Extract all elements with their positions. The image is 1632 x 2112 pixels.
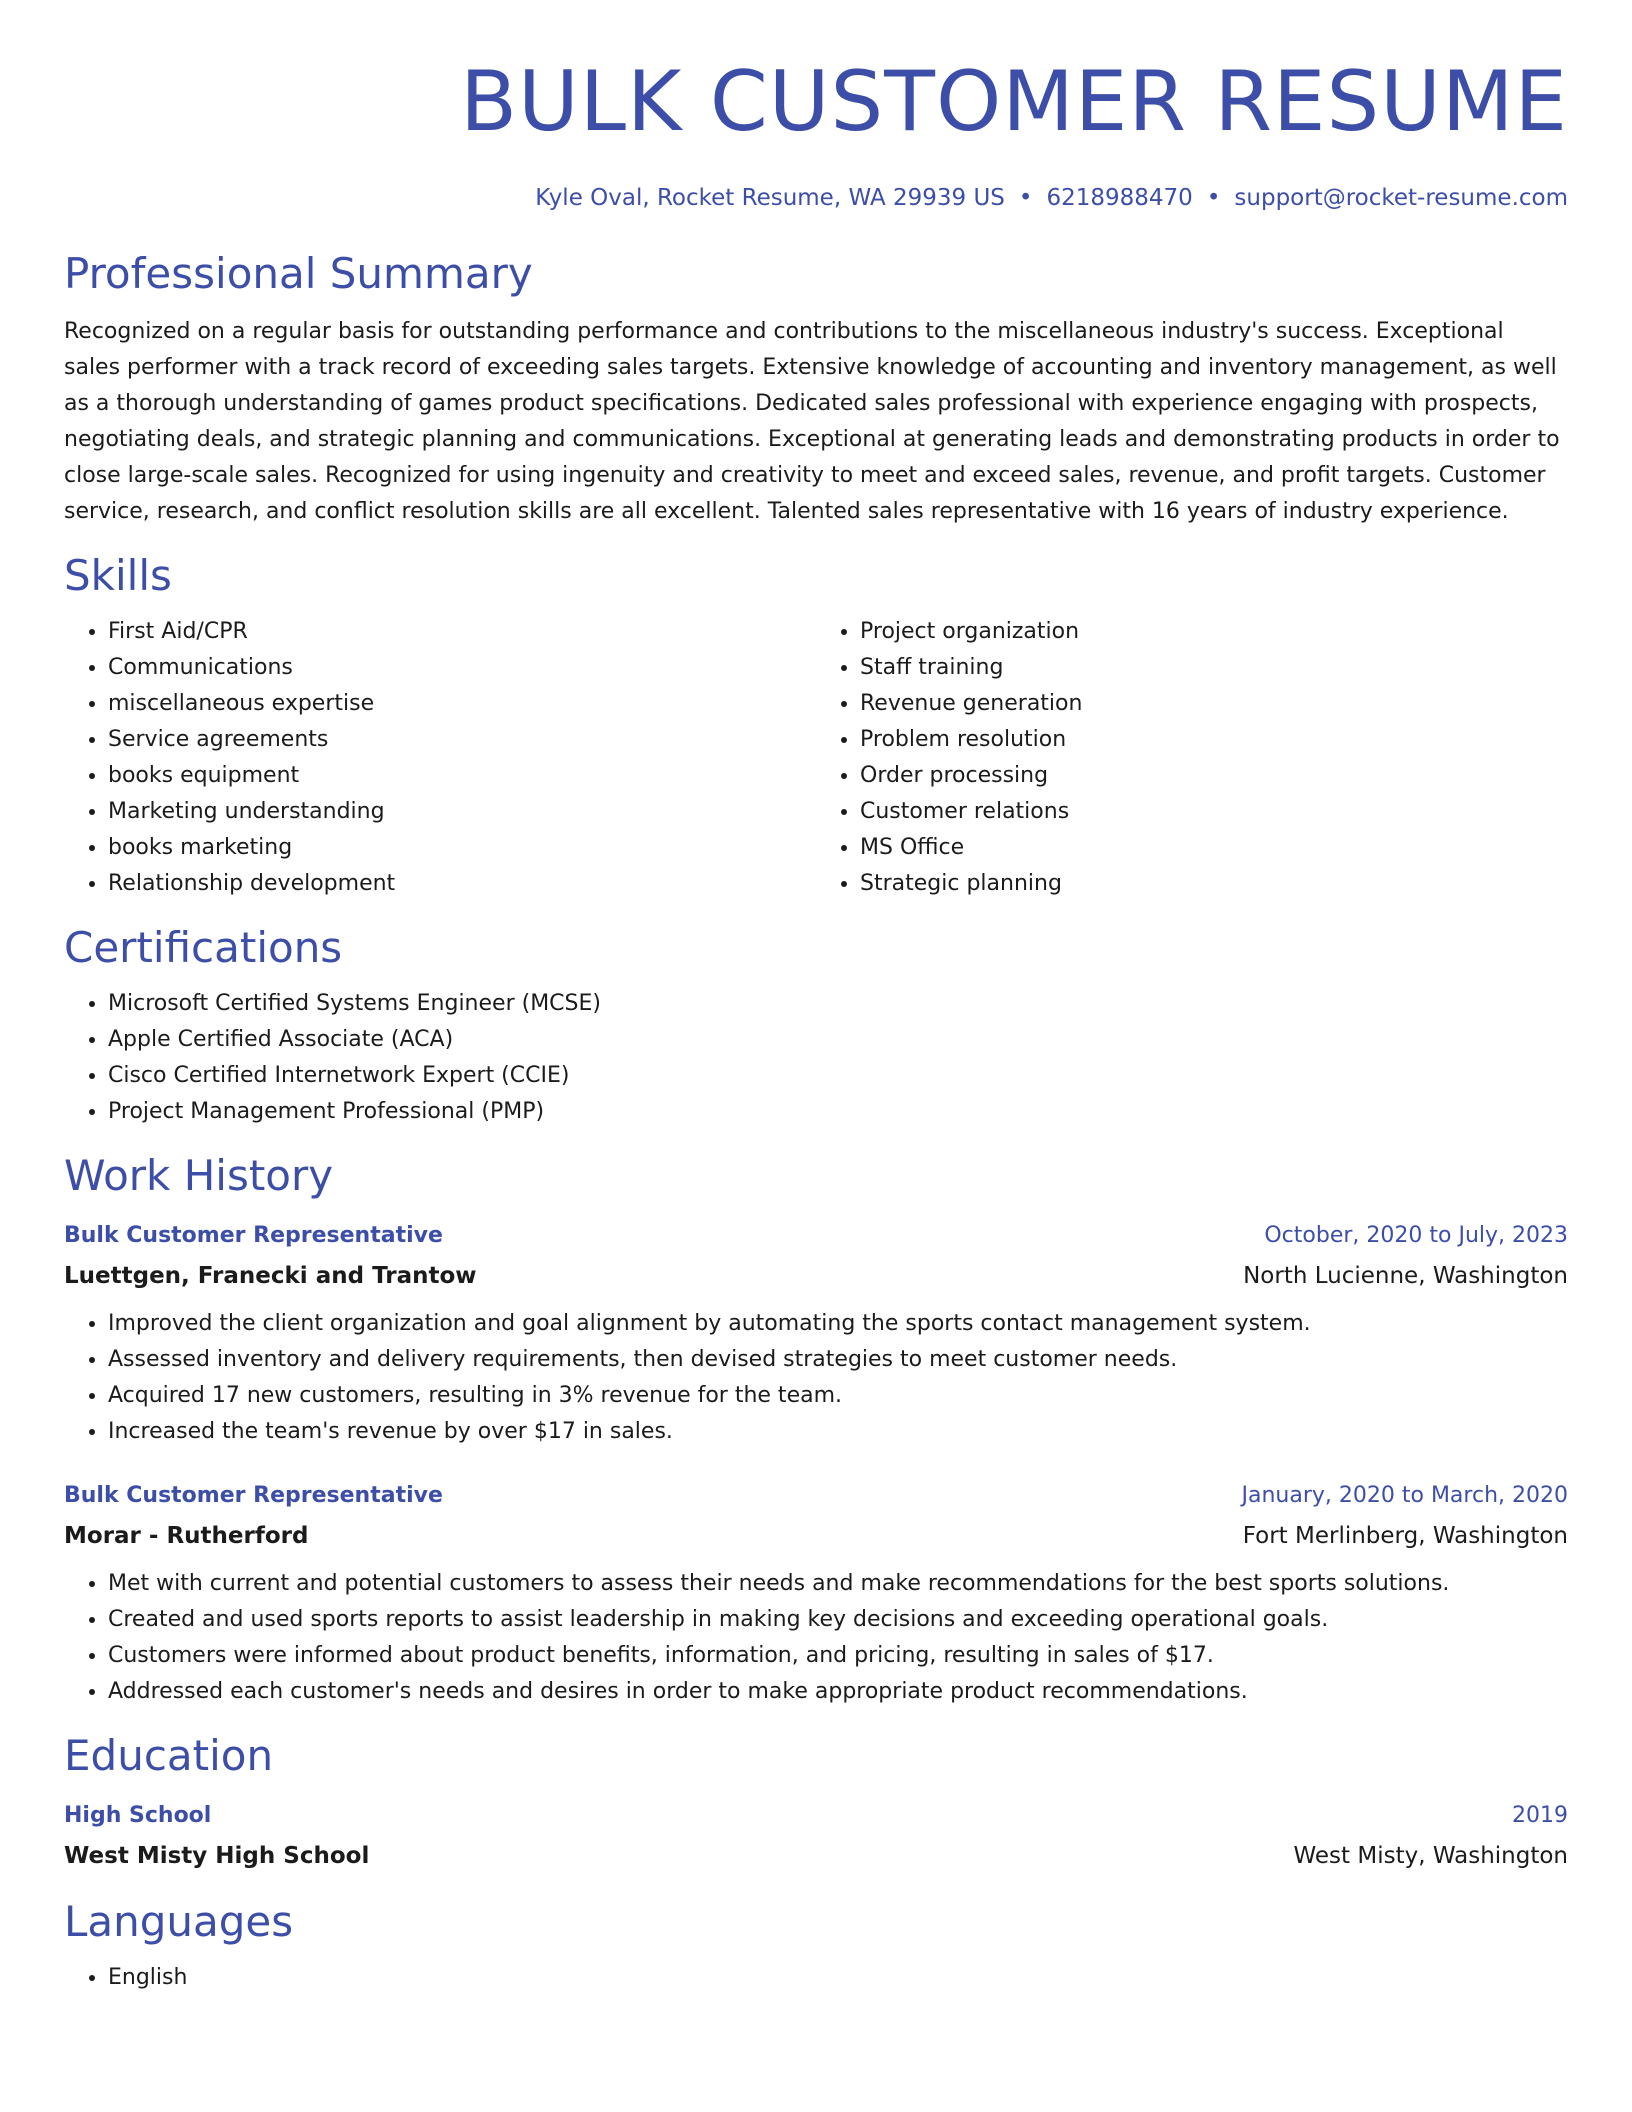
work-history-heading: Work History	[64, 1151, 334, 1200]
certifications-list	[64, 986, 1568, 1130]
job-bullet: • Increased the team's revenue by over $17 in sales.	[108, 1414, 1568, 1450]
skill-item: • Project organization	[860, 614, 1568, 650]
resume-header	[64, 0, 1568, 214]
work-history-section	[64, 1150, 1568, 1710]
contact-separator: •	[1206, 185, 1221, 211]
skill-item: • Communications	[108, 650, 816, 686]
skill-item: • Relationship development	[108, 866, 816, 902]
job-bullet: • Improved the client organization and goal alignment by automating the sports contact management system.	[108, 1306, 1568, 1342]
candidate-name: BULK CUSTOMER RESUME	[460, 53, 1568, 150]
job-bullets	[64, 1566, 1568, 1710]
skill-item: • First Aid/CPR	[108, 614, 816, 650]
education-year: 2019	[1512, 1803, 1568, 1828]
certifications-section	[64, 922, 1568, 1130]
job-bullet: • Acquired 17 new customers, resulting in 3% revenue for the team.	[108, 1378, 1568, 1414]
job-bullets	[64, 1306, 1568, 1450]
skill-item: • miscellaneous expertise	[108, 686, 816, 722]
contact-line	[64, 182, 1568, 214]
job-title: Bulk Customer Representative	[64, 1223, 443, 1248]
job-bullet: • Created and used sports reports to assist leadership in making key decisions and exceeding operational goals.	[108, 1602, 1568, 1638]
job-employer-row	[64, 1256, 1568, 1296]
certification-item: • Cisco Certified Internetwork Expert (CCIE)	[108, 1058, 1568, 1094]
skill-item: • Marketing understanding	[108, 794, 816, 830]
contact-email: support@rocket-resume.com	[1234, 185, 1568, 211]
skill-item: • Order processing	[860, 758, 1568, 794]
job-bullet: • Addressed each customer's needs and desires in order to make appropriate product recommendations.	[108, 1674, 1568, 1710]
contact-phone: 6218988470	[1046, 185, 1193, 211]
skill-item: • Problem resolution	[860, 722, 1568, 758]
skill-item: • MS Office	[860, 830, 1568, 866]
job-title-row	[64, 1216, 1568, 1256]
job-employer-row	[64, 1516, 1568, 1556]
skills-grid	[64, 602, 1568, 902]
skill-item: • Staff training	[860, 650, 1568, 686]
language-item: • English	[108, 1960, 1568, 1996]
skill-item: • books equipment	[108, 758, 816, 794]
education-location: West Misty, Washington	[1293, 1843, 1568, 1869]
job-entry	[64, 1216, 1568, 1450]
summary-heading: Professional Summary	[64, 249, 533, 298]
job-location: Fort Merlinberg, Washington	[1242, 1523, 1568, 1549]
certifications-heading: Certifications	[64, 923, 343, 972]
education-heading: Education	[64, 1731, 274, 1780]
skills-heading: Skills	[64, 551, 172, 600]
education-degree-row	[64, 1796, 1568, 1836]
skills-list-right	[816, 614, 1568, 902]
job-employer: Morar - Rutherford	[64, 1523, 309, 1549]
job-title: Bulk Customer Representative	[64, 1483, 443, 1508]
contact-address: Kyle Oval, Rocket Resume, WA 29939 US	[535, 185, 1005, 211]
job-dates: October, 2020 to July, 2023	[1264, 1223, 1568, 1248]
job-bullet: • Assessed inventory and delivery requirements, then devised strategies to meet customer needs.	[108, 1342, 1568, 1378]
languages-section	[64, 1896, 1568, 1996]
job-title-row	[64, 1476, 1568, 1516]
languages-list	[64, 1960, 1568, 1996]
job-bullet: • Met with current and potential customers to assess their needs and make recommendations for the best sports solutions.	[108, 1566, 1568, 1602]
certification-item: • Apple Certified Associate (ACA)	[108, 1022, 1568, 1058]
education-entry	[64, 1796, 1568, 1876]
skill-item: • Strategic planning	[860, 866, 1568, 902]
languages-heading: Languages	[64, 1897, 294, 1946]
skills-list-left	[64, 614, 816, 902]
education-school: West Misty High School	[64, 1843, 370, 1869]
skills-section	[64, 550, 1568, 902]
education-degree: High School	[64, 1803, 212, 1828]
skill-item: • Revenue generation	[860, 686, 1568, 722]
skill-item: • books marketing	[108, 830, 816, 866]
education-section	[64, 1730, 1568, 1876]
summary-section	[64, 248, 1568, 530]
job-bullet: • Customers were informed about product benefits, information, and pricing, resulting in sales of $17.	[108, 1638, 1568, 1674]
contact-separator: •	[1018, 185, 1033, 211]
job-dates: January, 2020 to March, 2020	[1241, 1483, 1568, 1508]
certification-item: • Project Management Professional (PMP)	[108, 1094, 1568, 1130]
job-employer: Luettgen, Franecki and Trantow	[64, 1263, 477, 1289]
education-school-row	[64, 1836, 1568, 1876]
job-location: North Lucienne, Washington	[1243, 1263, 1568, 1289]
skill-item: • Service agreements	[108, 722, 816, 758]
job-entry	[64, 1476, 1568, 1710]
skill-item: • Customer relations	[860, 794, 1568, 830]
summary-text: Recognized on a regular basis for outstanding performance and contributions to the miscellaneous industry's success. Exceptional sales performer with a track record of exceeding sales targets. Extensive knowledge of accounting and inventory management, as well as a thorough understanding of games product specifications. Dedicated sales professional with experience engaging with prospects, negotiating deals, and strategic planning and communications. Exceptional at generating leads and demonstrating products in order to close large-scale sales. Recognized for using ingenuity and creativity to meet and exceed sales, revenue, and profit targets. Customer service, research, and conflict resolution skills are all excellent. Talented sales representative with 16 years of industry experience.	[64, 319, 1560, 524]
certification-item: • Microsoft Certified Systems Engineer (MCSE)	[108, 986, 1568, 1022]
